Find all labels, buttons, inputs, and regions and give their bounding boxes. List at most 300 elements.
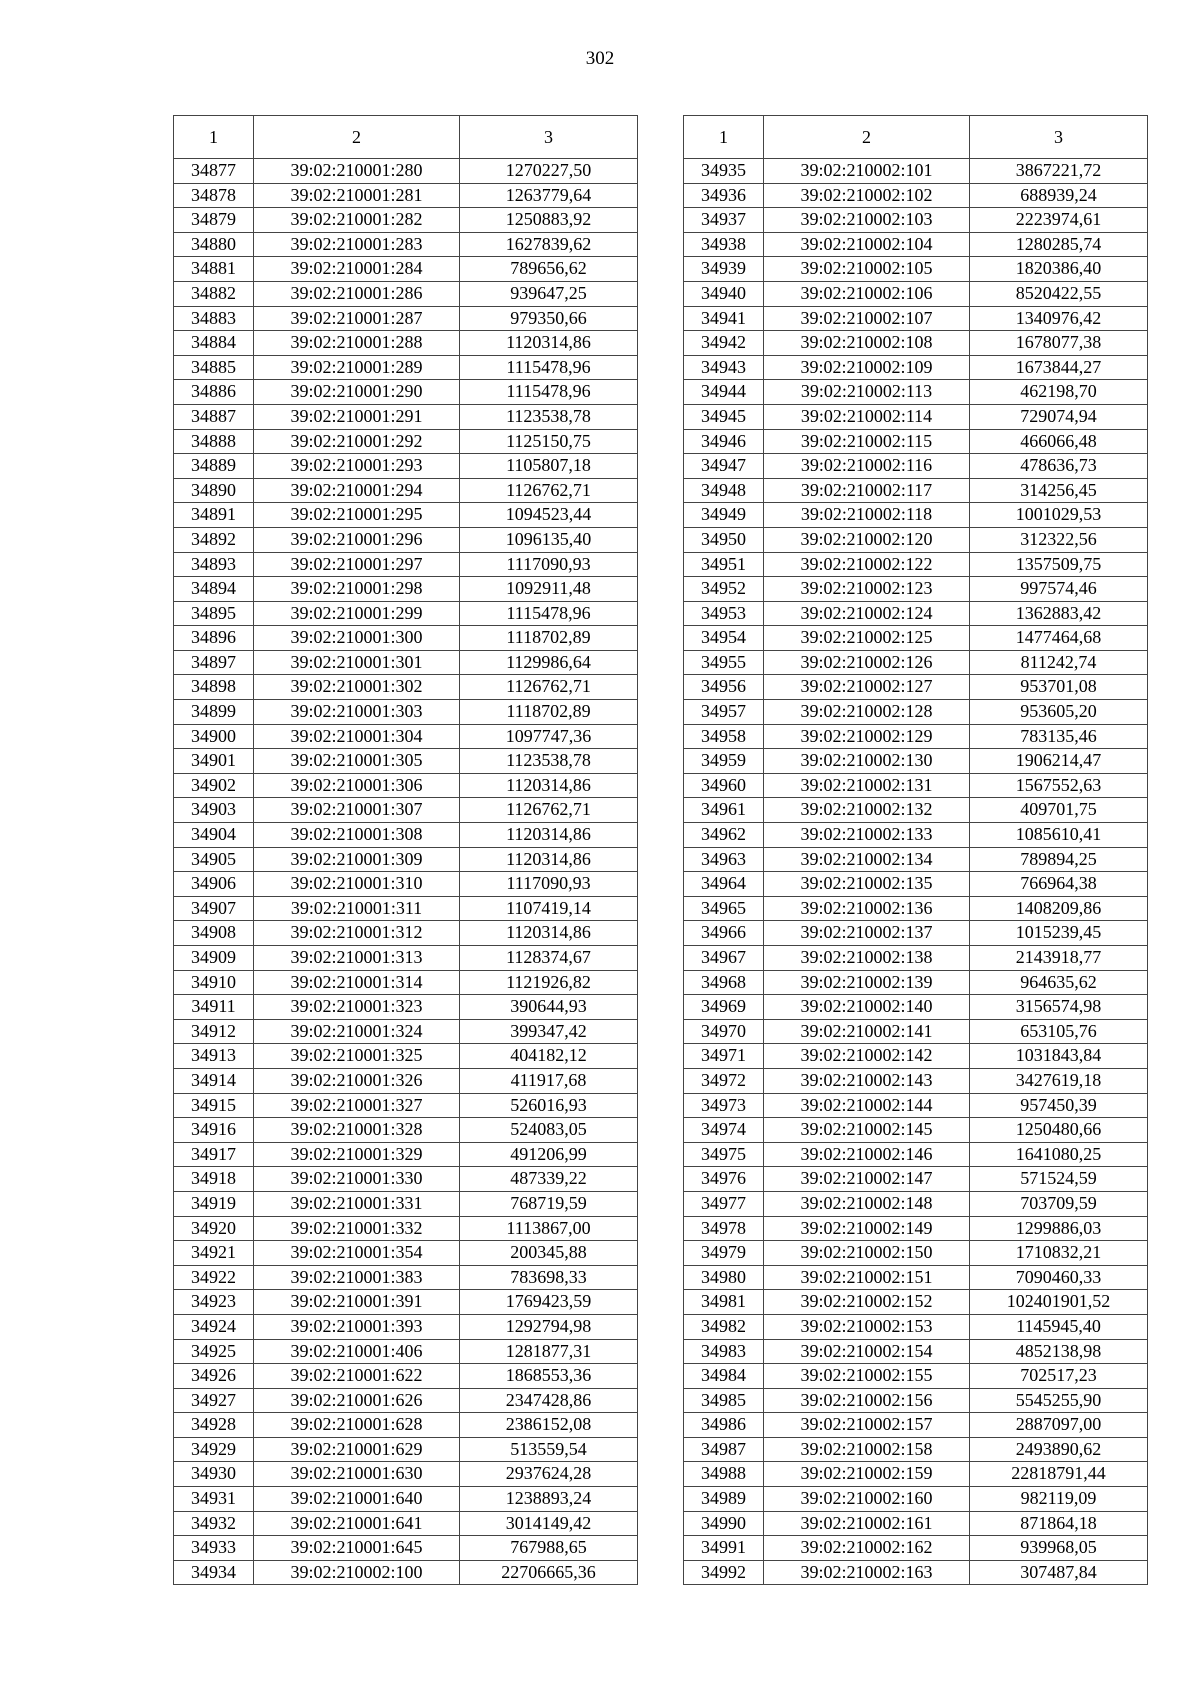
- value-cell: 1868553,36: [460, 1364, 638, 1389]
- cadastral-number-cell: 39:02:210002:161: [764, 1511, 970, 1536]
- cadastral-number-cell: 39:02:210001:290: [254, 380, 460, 405]
- right-table-body: [684, 159, 1148, 1585]
- row-number-cell: 34892: [174, 527, 254, 552]
- value-cell: 312322,56: [970, 527, 1148, 552]
- table-row: [684, 429, 1148, 454]
- table-row: [684, 724, 1148, 749]
- cadastral-number-cell: 39:02:210001:293: [254, 454, 460, 479]
- cadastral-number-cell: 39:02:210001:393: [254, 1314, 460, 1339]
- row-number-cell: 34922: [174, 1265, 254, 1290]
- table-row: [684, 1536, 1148, 1561]
- table-row: [684, 921, 1148, 946]
- row-number-cell: 34972: [684, 1068, 764, 1093]
- value-cell: 1117090,93: [460, 872, 638, 897]
- row-number-cell: 34980: [684, 1265, 764, 1290]
- table-row: [174, 749, 638, 774]
- cadastral-number-cell: 39:02:210001:308: [254, 823, 460, 848]
- value-cell: 390644,93: [460, 995, 638, 1020]
- row-number-cell: 34957: [684, 700, 764, 725]
- cadastral-number-cell: 39:02:210002:129: [764, 724, 970, 749]
- table-row: [684, 650, 1148, 675]
- table-row: [174, 1487, 638, 1512]
- row-number-cell: 34961: [684, 798, 764, 823]
- row-number-cell: 34884: [174, 331, 254, 356]
- cadastral-number-cell: 39:02:210001:305: [254, 749, 460, 774]
- value-cell: 979350,66: [460, 306, 638, 331]
- cadastral-number-cell: 39:02:210002:156: [764, 1388, 970, 1413]
- value-cell: 768719,59: [460, 1191, 638, 1216]
- value-cell: 571524,59: [970, 1167, 1148, 1192]
- table-row: [684, 1339, 1148, 1364]
- value-cell: 964635,62: [970, 970, 1148, 995]
- row-number-cell: 34929: [174, 1437, 254, 1462]
- value-cell: 1678077,38: [970, 331, 1148, 356]
- value-cell: 1129986,64: [460, 650, 638, 675]
- value-cell: 1820386,40: [970, 257, 1148, 282]
- row-number-cell: 34908: [174, 921, 254, 946]
- value-cell: 1126762,71: [460, 798, 638, 823]
- cadastral-number-cell: 39:02:210001:626: [254, 1388, 460, 1413]
- value-cell: 1118702,89: [460, 626, 638, 651]
- cadastral-number-cell: 39:02:210002:108: [764, 331, 970, 356]
- table-row: [684, 478, 1148, 503]
- cadastral-number-cell: 39:02:210002:126: [764, 650, 970, 675]
- table-row: [684, 355, 1148, 380]
- cadastral-number-cell: 39:02:210001:282: [254, 208, 460, 233]
- table-row: [174, 1191, 638, 1216]
- cadastral-number-cell: 39:02:210002:138: [764, 946, 970, 971]
- table-row: [174, 454, 638, 479]
- row-number-cell: 34952: [684, 577, 764, 602]
- row-number-cell: 34887: [174, 404, 254, 429]
- left-table: [173, 115, 638, 1585]
- table-row: [174, 823, 638, 848]
- cadastral-number-cell: 39:02:210001:287: [254, 306, 460, 331]
- cadastral-number-cell: 39:02:210001:630: [254, 1462, 460, 1487]
- cadastral-number-cell: 39:02:210001:330: [254, 1167, 460, 1192]
- table-row: [174, 970, 638, 995]
- value-cell: 783698,33: [460, 1265, 638, 1290]
- value-cell: 1096135,40: [460, 527, 638, 552]
- cadastral-number-cell: 39:02:210001:629: [254, 1437, 460, 1462]
- table-row: [684, 626, 1148, 651]
- right-table: [683, 115, 1148, 1585]
- value-cell: 7090460,33: [970, 1265, 1148, 1290]
- table-row: [174, 1068, 638, 1093]
- table-row: [174, 281, 638, 306]
- value-cell: 314256,45: [970, 478, 1148, 503]
- value-cell: 2937624,28: [460, 1462, 638, 1487]
- table-row: [174, 527, 638, 552]
- table-row: [174, 1044, 638, 1069]
- value-cell: 1115478,96: [460, 355, 638, 380]
- row-number-cell: 34987: [684, 1437, 764, 1462]
- row-number-cell: 34890: [174, 478, 254, 503]
- value-cell: 1105807,18: [460, 454, 638, 479]
- value-cell: 1121926,82: [460, 970, 638, 995]
- cadastral-number-cell: 39:02:210002:151: [764, 1265, 970, 1290]
- value-cell: 2493890,62: [970, 1437, 1148, 1462]
- row-number-cell: 34947: [684, 454, 764, 479]
- value-cell: 871864,18: [970, 1511, 1148, 1536]
- value-cell: 1015239,45: [970, 921, 1148, 946]
- cadastral-number-cell: 39:02:210001:324: [254, 1019, 460, 1044]
- row-number-cell: 34921: [174, 1241, 254, 1266]
- table-row: [684, 1314, 1148, 1339]
- table-row: [174, 921, 638, 946]
- value-cell: 1128374,67: [460, 946, 638, 971]
- row-number-cell: 34882: [174, 281, 254, 306]
- value-cell: 404182,12: [460, 1044, 638, 1069]
- row-number-cell: 34949: [684, 503, 764, 528]
- row-number-cell: 34925: [174, 1339, 254, 1364]
- value-cell: 1408209,86: [970, 896, 1148, 921]
- value-cell: 3427619,18: [970, 1068, 1148, 1093]
- value-cell: 702517,23: [970, 1364, 1148, 1389]
- row-number-cell: 34915: [174, 1093, 254, 1118]
- cadastral-number-cell: 39:02:210001:289: [254, 355, 460, 380]
- row-number-cell: 34975: [684, 1142, 764, 1167]
- table-row: [684, 331, 1148, 356]
- cadastral-number-cell: 39:02:210001:291: [254, 404, 460, 429]
- table-row: [174, 675, 638, 700]
- table-row: [174, 1142, 638, 1167]
- cadastral-number-cell: 39:02:210001:297: [254, 552, 460, 577]
- table-row: [684, 1191, 1148, 1216]
- cadastral-number-cell: 39:02:210001:288: [254, 331, 460, 356]
- row-number-cell: 34950: [684, 527, 764, 552]
- row-number-cell: 34893: [174, 552, 254, 577]
- row-number-cell: 34948: [684, 478, 764, 503]
- row-number-cell: 34889: [174, 454, 254, 479]
- row-number-cell: 34916: [174, 1118, 254, 1143]
- row-number-cell: 34912: [174, 1019, 254, 1044]
- row-number-cell: 34944: [684, 380, 764, 405]
- value-cell: 1673844,27: [970, 355, 1148, 380]
- row-number-cell: 34903: [174, 798, 254, 823]
- value-cell: 789656,62: [460, 257, 638, 282]
- row-number-cell: 34941: [684, 306, 764, 331]
- row-number-cell: 34954: [684, 626, 764, 651]
- table-row: [174, 1536, 638, 1561]
- cadastral-number-cell: 39:02:210002:107: [764, 306, 970, 331]
- cadastral-number-cell: 39:02:210001:284: [254, 257, 460, 282]
- value-cell: 1263779,64: [460, 183, 638, 208]
- cadastral-number-cell: 39:02:210002:120: [764, 527, 970, 552]
- value-cell: 8520422,55: [970, 281, 1148, 306]
- value-cell: 1120314,86: [460, 331, 638, 356]
- row-number-cell: 34931: [174, 1487, 254, 1512]
- table-row: [684, 1241, 1148, 1266]
- table-row: [684, 208, 1148, 233]
- table-row: [174, 159, 638, 184]
- table-row: [174, 798, 638, 823]
- value-cell: 4852138,98: [970, 1339, 1148, 1364]
- row-number-cell: 34933: [174, 1536, 254, 1561]
- row-number-cell: 34991: [684, 1536, 764, 1561]
- value-cell: 767988,65: [460, 1536, 638, 1561]
- value-cell: 1123538,78: [460, 749, 638, 774]
- cadastral-number-cell: 39:02:210001:391: [254, 1290, 460, 1315]
- value-cell: 2887097,00: [970, 1413, 1148, 1438]
- row-number-cell: 34906: [174, 872, 254, 897]
- value-cell: 1092911,48: [460, 577, 638, 602]
- table-row: [174, 478, 638, 503]
- value-cell: 1145945,40: [970, 1314, 1148, 1339]
- table-row: [174, 503, 638, 528]
- table-row: [684, 1019, 1148, 1044]
- cadastral-number-cell: 39:02:210002:105: [764, 257, 970, 282]
- value-cell: 1710832,21: [970, 1241, 1148, 1266]
- value-cell: 1250480,66: [970, 1118, 1148, 1143]
- value-cell: 1118702,89: [460, 700, 638, 725]
- cadastral-number-cell: 39:02:210001:628: [254, 1413, 460, 1438]
- row-number-cell: 34965: [684, 896, 764, 921]
- table-row: [684, 995, 1148, 1020]
- value-cell: 1292794,98: [460, 1314, 638, 1339]
- table-row: [174, 1560, 638, 1585]
- row-number-cell: 34945: [684, 404, 764, 429]
- cadastral-number-cell: 39:02:210001:309: [254, 847, 460, 872]
- table-row: [684, 872, 1148, 897]
- table-row: [174, 995, 638, 1020]
- cadastral-number-cell: 39:02:210002:145: [764, 1118, 970, 1143]
- table-row: [174, 1241, 638, 1266]
- cadastral-number-cell: 39:02:210002:114: [764, 404, 970, 429]
- table-row: [684, 1560, 1148, 1585]
- row-number-cell: 34877: [174, 159, 254, 184]
- table-row: [684, 1216, 1148, 1241]
- table-row: [684, 257, 1148, 282]
- cadastral-number-cell: 39:02:210002:106: [764, 281, 970, 306]
- row-number-cell: 34962: [684, 823, 764, 848]
- table-row: [684, 1265, 1148, 1290]
- cadastral-number-cell: 39:02:210001:327: [254, 1093, 460, 1118]
- value-cell: 1120314,86: [460, 773, 638, 798]
- table-row: [174, 1314, 638, 1339]
- table-row: [684, 159, 1148, 184]
- value-cell: 3867221,72: [970, 159, 1148, 184]
- table-row: [684, 577, 1148, 602]
- table-row: [684, 1167, 1148, 1192]
- value-cell: 1477464,68: [970, 626, 1148, 651]
- row-number-cell: 34897: [174, 650, 254, 675]
- table-row: [174, 946, 638, 971]
- row-number-cell: 34939: [684, 257, 764, 282]
- row-number-cell: 34992: [684, 1560, 764, 1585]
- value-cell: 1031843,84: [970, 1044, 1148, 1069]
- cadastral-number-cell: 39:02:210002:157: [764, 1413, 970, 1438]
- cadastral-number-cell: 39:02:210002:102: [764, 183, 970, 208]
- table-row: [174, 626, 638, 651]
- row-number-cell: 34927: [174, 1388, 254, 1413]
- cadastral-number-cell: 39:02:210002:103: [764, 208, 970, 233]
- cadastral-number-cell: 39:02:210002:115: [764, 429, 970, 454]
- value-cell: 526016,93: [460, 1093, 638, 1118]
- table-row: [684, 946, 1148, 971]
- value-cell: 939647,25: [460, 281, 638, 306]
- table-row: [684, 1413, 1148, 1438]
- cadastral-number-cell: 39:02:210002:154: [764, 1339, 970, 1364]
- value-cell: 982119,09: [970, 1487, 1148, 1512]
- row-number-cell: 34899: [174, 700, 254, 725]
- table-row: [684, 183, 1148, 208]
- table-row: [174, 331, 638, 356]
- row-number-cell: 34881: [174, 257, 254, 282]
- table-row: [684, 1290, 1148, 1315]
- cadastral-number-cell: 39:02:210001:329: [254, 1142, 460, 1167]
- cadastral-number-cell: 39:02:210001:314: [254, 970, 460, 995]
- value-cell: 411917,68: [460, 1068, 638, 1093]
- table-row: [684, 1511, 1148, 1536]
- cadastral-number-cell: 39:02:210002:133: [764, 823, 970, 848]
- cadastral-number-cell: 39:02:210002:100: [254, 1560, 460, 1585]
- table-row: [684, 847, 1148, 872]
- value-cell: 703709,59: [970, 1191, 1148, 1216]
- value-cell: 1125150,75: [460, 429, 638, 454]
- value-cell: 2347428,86: [460, 1388, 638, 1413]
- cadastral-number-cell: 39:02:210001:295: [254, 503, 460, 528]
- cadastral-number-cell: 39:02:210001:325: [254, 1044, 460, 1069]
- cadastral-number-cell: 39:02:210002:125: [764, 626, 970, 651]
- row-number-cell: 34964: [684, 872, 764, 897]
- table-row: [174, 404, 638, 429]
- value-cell: 466066,48: [970, 429, 1148, 454]
- column-header: 3: [970, 116, 1148, 159]
- table-row: [174, 1093, 638, 1118]
- cadastral-number-cell: 39:02:210002:142: [764, 1044, 970, 1069]
- row-number-cell: 34943: [684, 355, 764, 380]
- table-row: [684, 1487, 1148, 1512]
- table-row: [684, 552, 1148, 577]
- value-cell: 653105,76: [970, 1019, 1148, 1044]
- row-number-cell: 34974: [684, 1118, 764, 1143]
- value-cell: 409701,75: [970, 798, 1148, 823]
- row-number-cell: 34919: [174, 1191, 254, 1216]
- value-cell: 1281877,31: [460, 1339, 638, 1364]
- cadastral-number-cell: 39:02:210001:310: [254, 872, 460, 897]
- cadastral-number-cell: 39:02:210002:152: [764, 1290, 970, 1315]
- table-row: [174, 700, 638, 725]
- cadastral-number-cell: 39:02:210002:124: [764, 601, 970, 626]
- value-cell: 1769423,59: [460, 1290, 638, 1315]
- table-row: [684, 232, 1148, 257]
- row-number-cell: 34951: [684, 552, 764, 577]
- value-cell: 1126762,71: [460, 675, 638, 700]
- value-cell: 1641080,25: [970, 1142, 1148, 1167]
- table-row: [684, 1044, 1148, 1069]
- cadastral-number-cell: 39:02:210001:292: [254, 429, 460, 454]
- value-cell: 22818791,44: [970, 1462, 1148, 1487]
- table-row: [174, 1388, 638, 1413]
- row-number-cell: 34926: [174, 1364, 254, 1389]
- row-number-cell: 34910: [174, 970, 254, 995]
- row-number-cell: 34934: [174, 1560, 254, 1585]
- row-number-cell: 34920: [174, 1216, 254, 1241]
- table-row: [684, 1093, 1148, 1118]
- table-row: [684, 970, 1148, 995]
- cadastral-number-cell: 39:02:210002:155: [764, 1364, 970, 1389]
- row-number-cell: 34902: [174, 773, 254, 798]
- cadastral-number-cell: 39:02:210001:323: [254, 995, 460, 1020]
- table-row: [684, 1437, 1148, 1462]
- row-number-cell: 34898: [174, 675, 254, 700]
- table-row: [174, 1437, 638, 1462]
- value-cell: 3014149,42: [460, 1511, 638, 1536]
- cadastral-number-cell: 39:02:210002:147: [764, 1167, 970, 1192]
- table-row: [684, 281, 1148, 306]
- row-number-cell: 34979: [684, 1241, 764, 1266]
- row-number-cell: 34956: [684, 675, 764, 700]
- value-cell: 811242,74: [970, 650, 1148, 675]
- row-number-cell: 34989: [684, 1487, 764, 1512]
- value-cell: 1357509,75: [970, 552, 1148, 577]
- table-row: [174, 232, 638, 257]
- cadastral-number-cell: 39:02:210002:160: [764, 1487, 970, 1512]
- cadastral-number-cell: 39:02:210001:301: [254, 650, 460, 675]
- table-row: [174, 429, 638, 454]
- cadastral-number-cell: 39:02:210002:117: [764, 478, 970, 503]
- table-row: [174, 1167, 638, 1192]
- row-number-cell: 34917: [174, 1142, 254, 1167]
- row-number-cell: 34967: [684, 946, 764, 971]
- row-number-cell: 34904: [174, 823, 254, 848]
- cadastral-number-cell: 39:02:210002:158: [764, 1437, 970, 1462]
- page-number: 302: [585, 48, 615, 69]
- table-row: [684, 380, 1148, 405]
- value-cell: 462198,70: [970, 380, 1148, 405]
- column-header: 1: [684, 116, 764, 159]
- row-number-cell: 34913: [174, 1044, 254, 1069]
- cadastral-number-cell: 39:02:210002:131: [764, 773, 970, 798]
- table-row: [684, 601, 1148, 626]
- cadastral-number-cell: 39:02:210001:312: [254, 921, 460, 946]
- value-cell: 1270227,50: [460, 159, 638, 184]
- value-cell: 997574,46: [970, 577, 1148, 602]
- table-row: [174, 380, 638, 405]
- row-number-cell: 34955: [684, 650, 764, 675]
- value-cell: 513559,54: [460, 1437, 638, 1462]
- row-number-cell: 34981: [684, 1290, 764, 1315]
- value-cell: 953701,08: [970, 675, 1148, 700]
- value-cell: 2143918,77: [970, 946, 1148, 971]
- table-row: [174, 355, 638, 380]
- cadastral-number-cell: 39:02:210001:286: [254, 281, 460, 306]
- value-cell: 1097747,36: [460, 724, 638, 749]
- row-number-cell: 34985: [684, 1388, 764, 1413]
- table-row: [174, 1265, 638, 1290]
- value-cell: 783135,46: [970, 724, 1148, 749]
- table-row: [174, 552, 638, 577]
- table-row: [174, 577, 638, 602]
- value-cell: 5545255,90: [970, 1388, 1148, 1413]
- table-row: [684, 527, 1148, 552]
- cadastral-number-cell: 39:02:210001:299: [254, 601, 460, 626]
- table-row: [174, 1290, 638, 1315]
- column-header: 3: [460, 116, 638, 159]
- row-number-cell: 34879: [174, 208, 254, 233]
- value-cell: 1627839,62: [460, 232, 638, 257]
- value-cell: 399347,42: [460, 1019, 638, 1044]
- table-row: [174, 724, 638, 749]
- value-cell: 200345,88: [460, 1241, 638, 1266]
- row-number-cell: 34938: [684, 232, 764, 257]
- cadastral-number-cell: 39:02:210001:406: [254, 1339, 460, 1364]
- value-cell: 1085610,41: [970, 823, 1148, 848]
- row-number-cell: 34878: [174, 183, 254, 208]
- cadastral-number-cell: 39:02:210001:326: [254, 1068, 460, 1093]
- row-number-cell: 34936: [684, 183, 764, 208]
